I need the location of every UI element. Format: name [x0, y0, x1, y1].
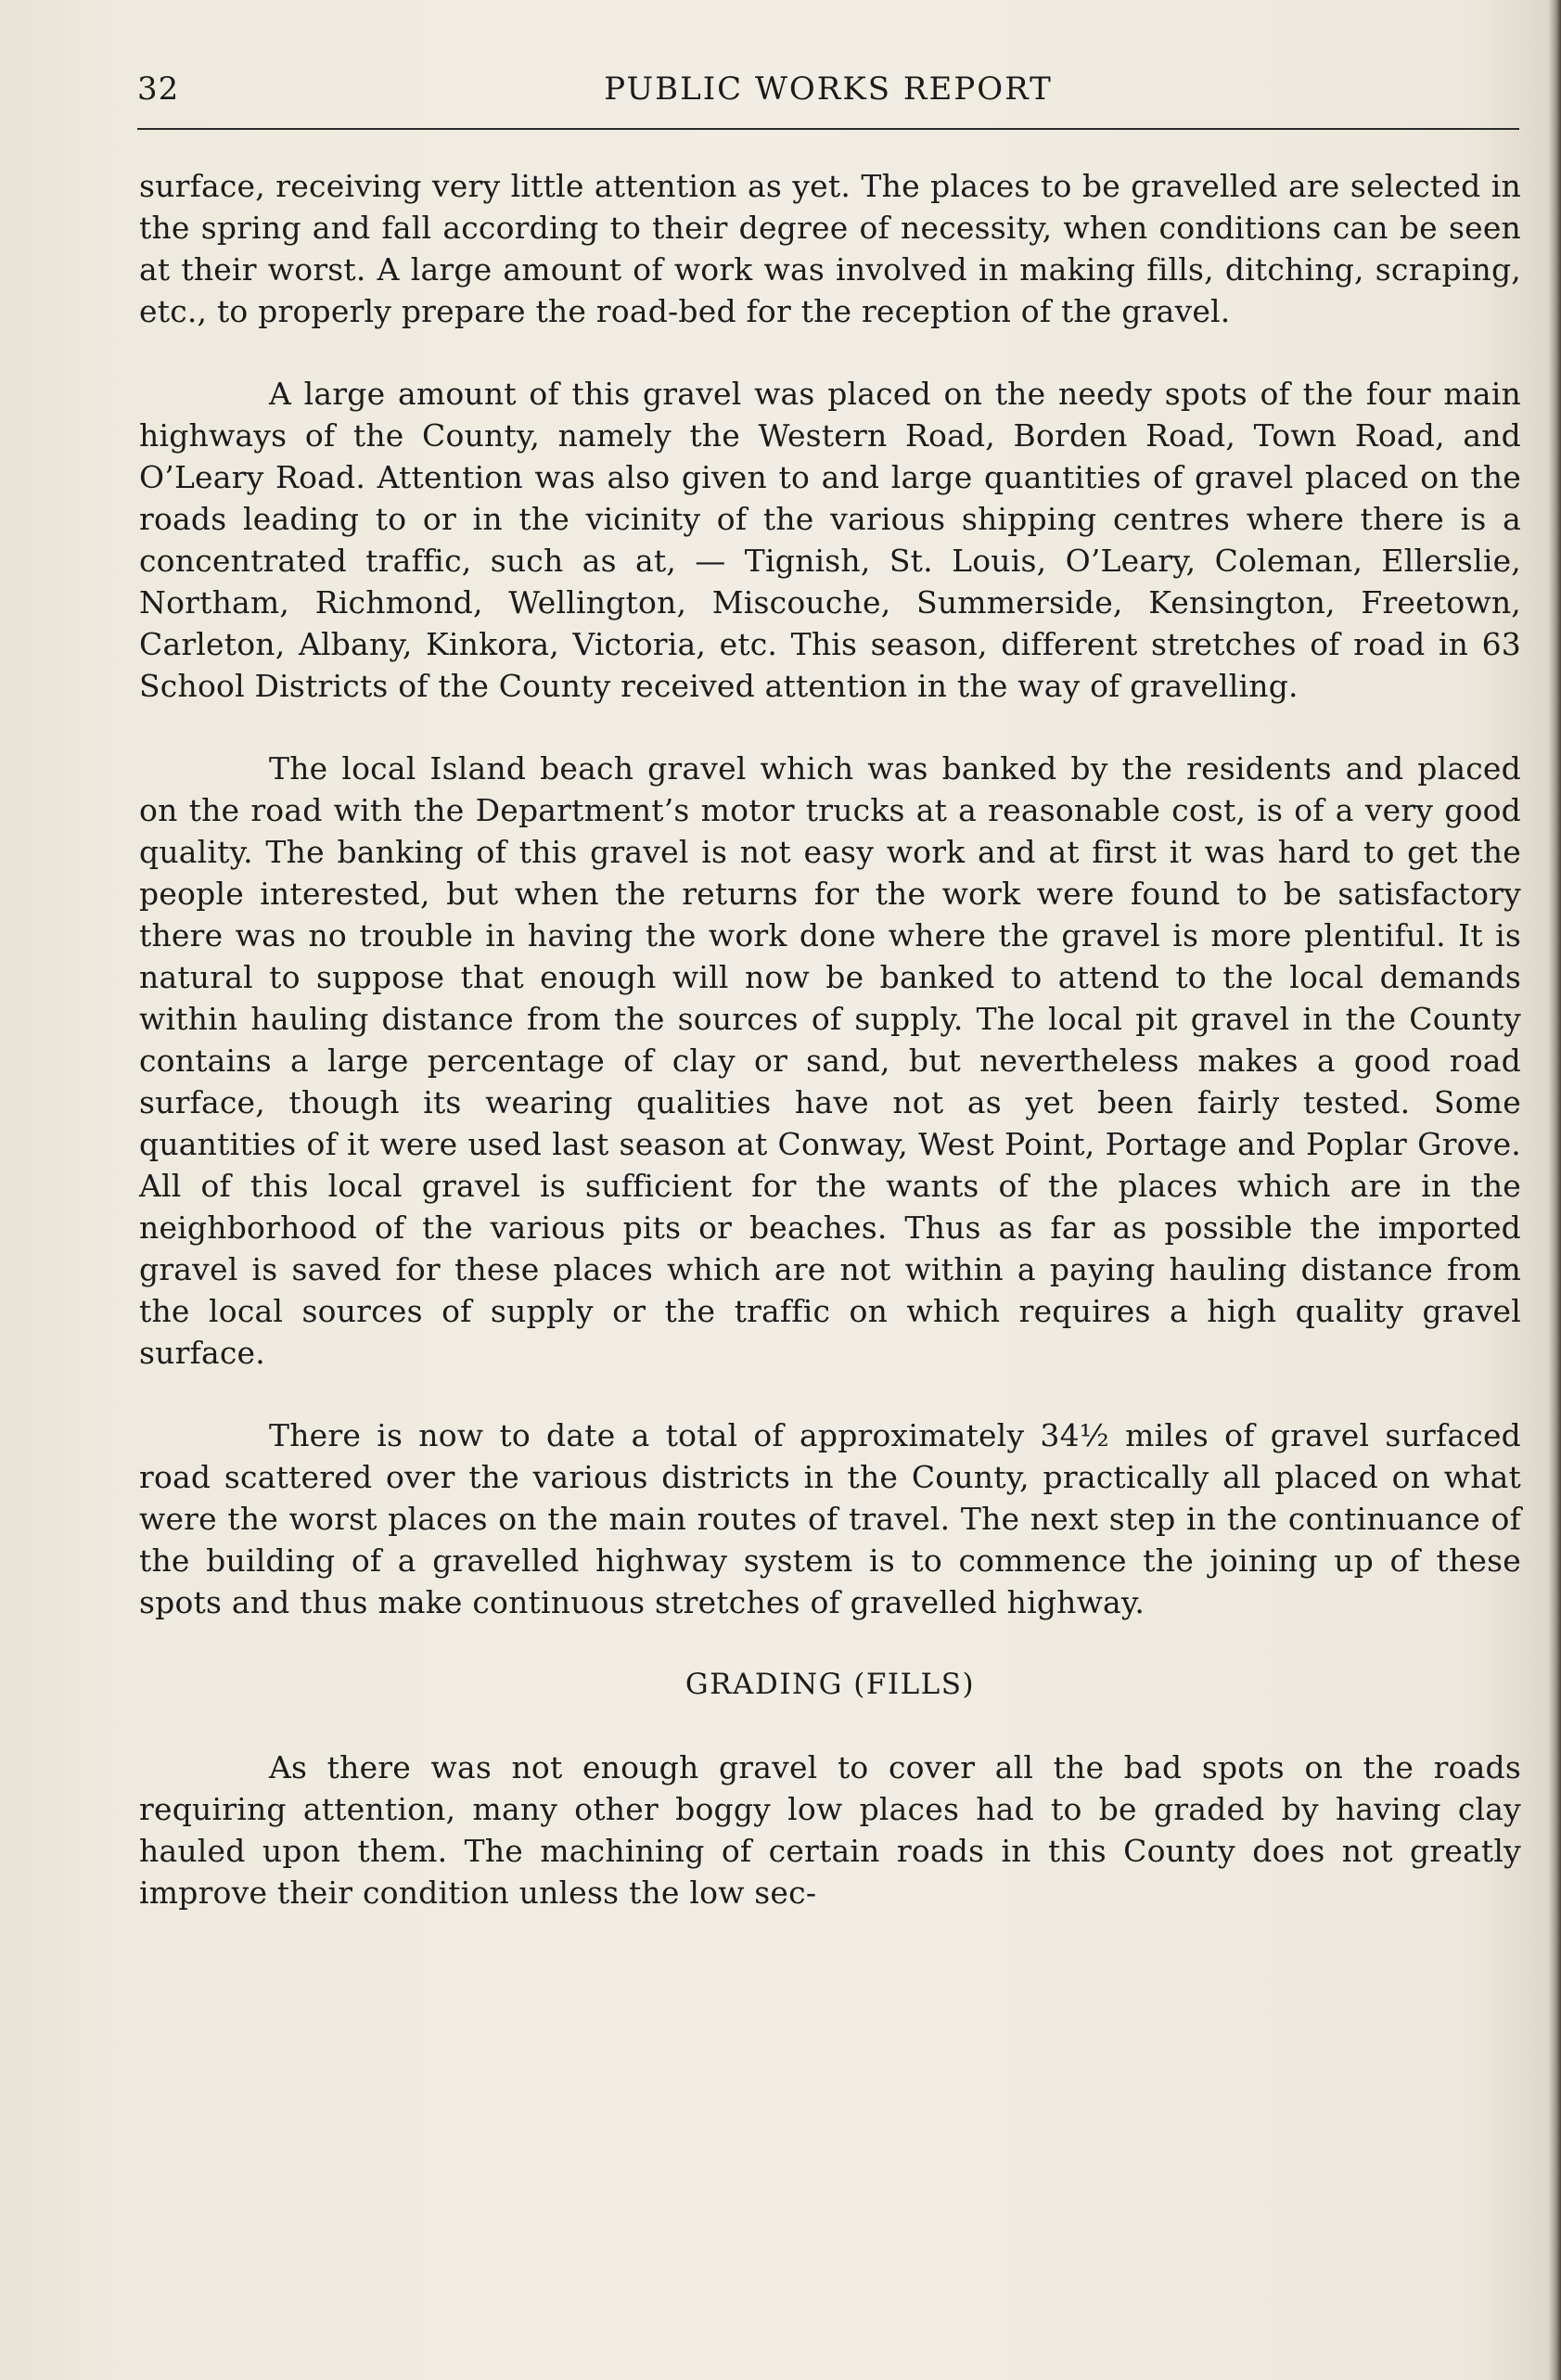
running-title: PUBLIC WORKS REPORT: [604, 70, 1053, 108]
paragraph-5: As there was not enough gravel to cover all the bad spots on the roads requiring attention, many other boggy low places had to be graded by having clay hauled upon them. The machining of certain roads in this County does not greatly improve their condition unless the low sec-: [139, 1749, 1521, 1911]
paragraph-gap: [139, 1374, 1521, 1414]
page-edge-shadow: [1548, 0, 1561, 2380]
page-number: 32: [137, 70, 180, 108]
body-text: [139, 165, 1521, 1913]
paragraph-gap: [139, 332, 1521, 373]
paragraph-gap: [139, 707, 1521, 748]
section-heading: GRADING (FILLS): [685, 1668, 976, 1701]
paragraph-gap: [139, 1623, 1521, 1664]
header-rule: [137, 128, 1519, 130]
paragraph-4: There is now to date a total of approximately 34½ miles of gravel surfaced road scattered over the various districts in the County, practically all placed on what were the worst places on the main routes of travel. The next step in the continuance of the building of a gravelled highway system is to commence the joining up of these spots and thus make continuous stretches of gravelled highway.: [139, 1417, 1521, 1620]
paragraph-3: The local Island beach gravel which was banked by the residents and placed on the road with the Department’s motor trucks at a reasonable cost, is of a very good quality. The banking of this gravel is not easy work and at first it was hard to get the people interested, but when the returns for the work were found to be satisfactory there was no trouble in having the work done where the gravel is more plentiful. It is natural to suppose that enough will now be banked to attend to the local demands within hauling distance from the sources of supply. The local pit gravel in the County contains a large percentage of clay or sand, but nevertheless makes a good road surface, though its wearing qualities have not as yet been fairly tested. Some quantities of it were used last season at Conway, West Point, Portage and Poplar Grove. All of this local gravel is sufficient for the wants of the places which are in the neighborhood of the various pits or beaches. Thus as far as possible the imported gravel is saved for these places which are not within a paying hauling distance from the local sources of supply or the traffic on which requires a high quality gravel surface.: [139, 750, 1521, 1371]
paragraph-gap: [139, 1706, 1521, 1747]
paragraph-1: surface, receiving very little attention as yet. The places to be gravelled are selected in the spring and fall according to their degree of necessity, when conditions can be seen at their worst. A large amount of work was involved in making fills, ditching, scraping, etc., to properly prepare the road-bed for the reception of the gravel.: [139, 168, 1521, 329]
paragraph-2: A large amount of this gravel was placed on the needy spots of the four main highways of the County, namely the Western Road, Borden Road, Town Road, and O’Leary Road. Attention was also given to and large quantities of gravel placed on the roads leading to or in the vicinity of the various shipping centres where there is a concentrated traffic, such as at, — Tignish, St. Louis, O’Leary, Coleman, Ellerslie, Northam, Richmond, Wellington, Miscouche, Summerside, Kensington, Freetown, Carleton, Albany, Kinkora, Victoria, etc. This season, different stretches of road in 63 School Districts of the County received attention in the way of gravelling.: [139, 376, 1521, 704]
page-header: [137, 63, 1519, 119]
